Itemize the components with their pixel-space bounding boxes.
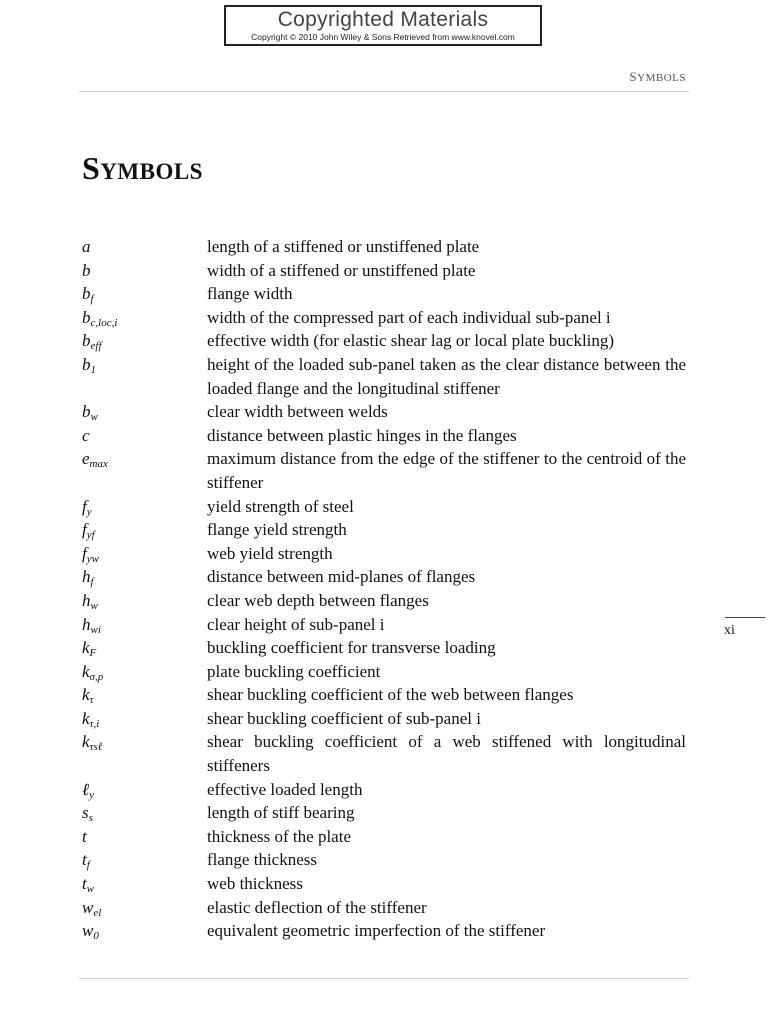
symbol-base: t <box>82 826 87 846</box>
symbol-base: f <box>82 520 87 540</box>
symbol-definition: flange yield strength <box>207 520 347 540</box>
symbol-base: k <box>82 732 90 752</box>
symbol-definition: length of stiff bearing <box>207 803 355 823</box>
symbol <box>82 542 207 566</box>
symbol-entry <box>82 565 686 589</box>
symbol <box>82 801 207 825</box>
symbol-subscript: 1 <box>90 363 96 376</box>
symbol-definition: flange width <box>207 284 293 304</box>
symbol-definition: width of the compressed part of each individual sub-panel i <box>207 307 611 327</box>
symbol-base: k <box>82 638 90 658</box>
symbol-entry <box>82 589 686 613</box>
symbol-subscript: yw <box>86 552 99 565</box>
symbol-entry <box>82 400 686 424</box>
symbol-entry <box>82 447 686 494</box>
symbol-definition: shear buckling coefficient of the web between flanges <box>207 685 574 705</box>
symbol <box>82 495 207 519</box>
symbol-definition: thickness of the plate <box>207 826 351 846</box>
symbol-entry <box>82 660 686 684</box>
symbol-entry <box>82 801 686 825</box>
symbol <box>82 636 207 660</box>
symbol-base: c <box>82 425 90 445</box>
symbol <box>82 848 207 872</box>
symbol <box>82 306 207 330</box>
symbol-base: k <box>82 708 90 728</box>
symbol-subscript: 0 <box>93 930 99 943</box>
symbol-subscript: w <box>90 411 98 424</box>
symbol-definition: length of a stiffened or unstiffened plate <box>207 237 480 256</box>
symbol-base: b <box>82 354 91 374</box>
symbol-definition: maximum distance from the edge of the stiffener to the centroid of the stiffener <box>207 449 686 492</box>
footer-rule <box>79 978 689 979</box>
symbol-entry <box>82 825 686 849</box>
symbol-definition: web yield strength <box>207 543 333 563</box>
symbol-entry <box>82 282 686 306</box>
margin-rule <box>725 617 765 618</box>
symbol-entry <box>82 353 686 400</box>
symbol-entry <box>82 919 686 943</box>
symbol <box>82 400 207 424</box>
symbol <box>82 424 207 448</box>
symbol <box>82 447 207 471</box>
symbol-list <box>82 235 686 943</box>
symbol-subscript: f <box>90 576 94 589</box>
title-initial: S <box>82 150 101 186</box>
symbol-subscript: f <box>86 859 90 872</box>
symbol-subscript: σ,p <box>89 670 104 683</box>
symbol-entry <box>82 707 686 731</box>
symbol-entry <box>82 872 686 896</box>
symbol-base: b <box>82 307 91 327</box>
symbol <box>82 235 207 259</box>
running-head-initial: S <box>629 69 638 84</box>
symbol-definition: distance between plastic hinges in the flanges <box>207 425 517 445</box>
symbol <box>82 872 207 896</box>
symbol-entry <box>82 848 686 872</box>
symbol <box>82 896 207 920</box>
symbol-definition: effective width (for elastic shear lag or local plate buckling) <box>207 331 615 351</box>
symbol <box>82 778 207 802</box>
symbol-base: k <box>82 661 90 681</box>
running-head-rest: YMBOLS <box>637 72 686 84</box>
symbol-definition: clear height of sub-panel i <box>207 614 385 634</box>
symbol-definition: yield strength of steel <box>207 496 354 516</box>
symbol-entry <box>82 306 686 330</box>
symbol-subscript: s <box>88 812 93 825</box>
symbol <box>82 683 207 707</box>
stamp-subtitle: Copyright © 2010 John Wiley & Sons Retrieved from www.knovel.com <box>251 32 515 42</box>
symbol-subscript: eff <box>90 340 102 353</box>
symbol-subscript: w <box>90 599 98 612</box>
symbol-base: ℓ <box>82 779 90 799</box>
symbol <box>82 919 207 943</box>
symbol <box>82 565 207 589</box>
symbol-base: b <box>82 260 91 280</box>
symbol <box>82 259 207 283</box>
symbol-base: w <box>82 897 94 917</box>
symbol-base: f <box>82 543 87 563</box>
symbol-entry <box>82 542 686 566</box>
symbol-definition: flange thickness <box>207 850 317 870</box>
symbol-base: h <box>82 614 91 634</box>
symbol-base: w <box>82 921 94 941</box>
symbol-subscript: τ <box>89 694 94 707</box>
symbol-base: b <box>82 331 91 351</box>
symbol-entry <box>82 424 686 448</box>
symbol-entry <box>82 235 686 259</box>
symbol <box>82 825 207 849</box>
symbol-entry <box>82 495 686 519</box>
symbol-definition: equivalent geometric imperfection of the stiffener <box>207 921 546 941</box>
symbol-definition: web thickness <box>207 874 303 894</box>
symbol-subscript: τ,i <box>89 717 100 730</box>
symbol-subscript: w <box>86 883 95 896</box>
symbol-definition: buckling coefficient for transverse loading <box>207 638 496 658</box>
symbol-entry <box>82 518 686 542</box>
running-head <box>629 69 686 85</box>
symbol-entry <box>82 329 686 353</box>
symbol-base: f <box>82 496 87 516</box>
symbol-definition: clear width between welds <box>207 402 388 422</box>
symbol-subscript: y <box>89 788 94 801</box>
symbol-base: k <box>82 685 90 705</box>
symbol-subscript: F <box>89 647 97 660</box>
page-number: xi <box>724 623 735 638</box>
symbol-subscript: yf <box>86 529 95 542</box>
symbol-subscript: el <box>93 906 102 919</box>
symbol <box>82 660 207 684</box>
symbol-base: b <box>82 402 91 422</box>
symbol-definition: effective loaded length <box>207 779 363 799</box>
symbol <box>82 518 207 542</box>
symbol-base: h <box>82 590 91 610</box>
header-rule <box>79 91 689 92</box>
title-rest: YMBOLS <box>100 159 203 184</box>
stamp-title: Copyrighted Materials <box>277 8 489 31</box>
symbol-entry <box>82 259 686 283</box>
symbol-entry <box>82 896 686 920</box>
symbol-definition: width of a stiffened or unstiffened plate <box>207 260 476 280</box>
symbol-definition: plate buckling coefficient <box>207 661 381 681</box>
symbol-base: t <box>82 874 87 894</box>
symbol <box>82 353 207 377</box>
symbol <box>82 329 207 353</box>
symbol-entry <box>82 683 686 707</box>
symbol-entry <box>82 778 686 802</box>
symbol-entry <box>82 730 686 777</box>
symbol-entry <box>82 636 686 660</box>
symbol-subscript: f <box>90 293 94 306</box>
symbol-base: t <box>82 850 87 870</box>
symbol-definition: distance between mid-planes of flanges <box>207 567 476 587</box>
symbol <box>82 707 207 731</box>
symbol-subscript: c,loc,i <box>90 316 118 329</box>
symbol <box>82 589 207 613</box>
symbol-base: s <box>82 803 89 823</box>
symbol <box>82 613 207 637</box>
symbol-entry <box>82 613 686 637</box>
symbol-definition: shear buckling coefficient of a web stiffened with longitudinal stiffeners <box>207 732 686 776</box>
symbol-base: h <box>82 567 91 587</box>
symbol-subscript: τsℓ <box>89 741 103 754</box>
symbol-definition: height of the loaded sub-panel taken as the clear distance between the loaded flange and the longitudinal stiffener <box>207 354 686 398</box>
symbol-subscript: wi <box>90 623 101 636</box>
symbol-subscript: max <box>89 458 108 471</box>
symbol-base: e <box>82 449 90 469</box>
symbol-definition: shear buckling coefficient of sub-panel i <box>207 708 481 728</box>
symbol-definition: elastic deflection of the stiffener <box>207 897 427 917</box>
page-title <box>82 150 203 187</box>
symbol-subscript: y <box>86 505 92 518</box>
symbol <box>82 730 207 754</box>
symbol <box>82 282 207 306</box>
copyright-stamp <box>224 5 542 46</box>
symbol-base: a <box>82 237 91 256</box>
symbol-definition: clear web depth between flanges <box>207 590 429 610</box>
symbol-base: b <box>82 284 91 304</box>
